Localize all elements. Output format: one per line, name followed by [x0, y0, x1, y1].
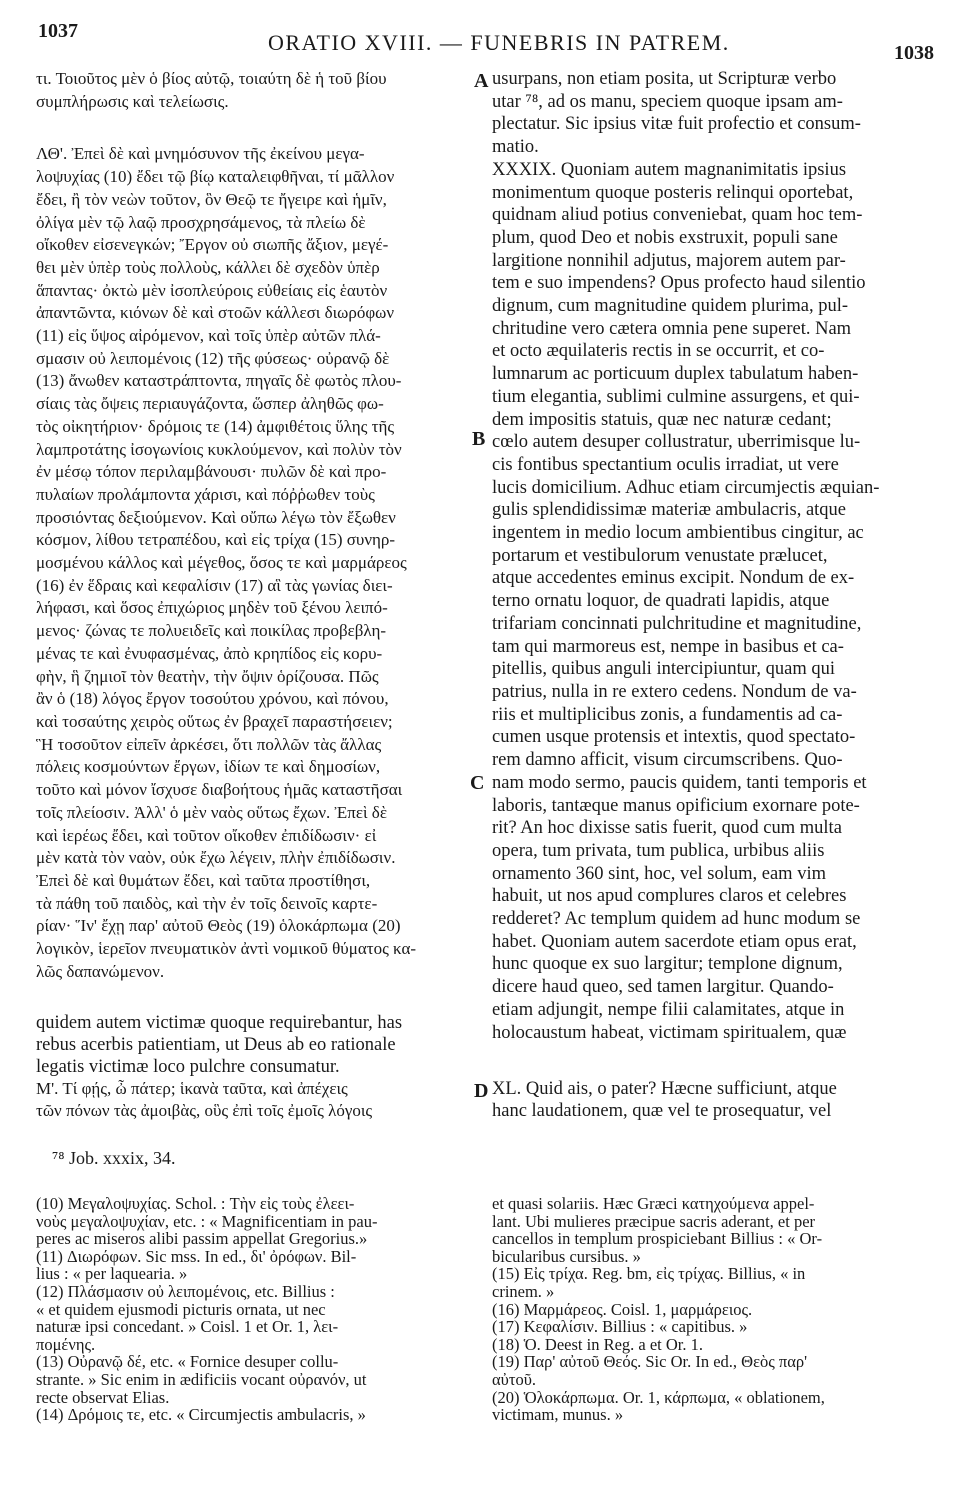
latin-intro-text: usurpans, non etiam posita, ut Scripturæ verbo utar ⁷⁸, ad os manu, speciem quoque ipsam am- plectatur. Sic ipsius vitæ fuit profectio et consum- matio. [492, 69, 861, 158]
latin-column [492, 68, 928, 1044]
notes-right-column: et quasi solariis. Hæc Græci κατηχούμενα appel- lant. Ubi mulieres præcipue sacris aderant, et per cancellos in templum prospiciebant Billius : « Or- bicularibus cursibus. » (15) Εἰς τρίχα. Reg. bm, εἰς τρίχας. Billius, « in crinem. » (16) Μαρμάρεος. Coisl. 1, μαρμάρειος. (17) Κεφαλίσιν. Billius : « capitibus. » (18) Ὁ. Deest in Reg. a et Or. 1. (19) Παρ' αὐτοῦ Θεός. Sic Or. In ed., Θεὸς παρ' αὐτοῦ. (20) Ὁλοκάρπωμα. Or. 1, κάρπωμα, « oblationem, victimam, munus. » [492, 1194, 825, 1425]
greek-intro-text: τι. Τοιοῦτος μὲν ὁ βίος αὐτῷ, τοιαύτη δὲ ἡ τοῦ βίου συμπλήρωσις καὶ τελείωσις. [36, 69, 387, 111]
margin-letter-c: C [470, 772, 485, 794]
page-number-right: 1038 [894, 42, 934, 64]
scripture-footnote: ⁷⁸ Job. xxxix, 34. [52, 1148, 176, 1168]
notes-left-column: (10) Μεγαλοψυχίας. Schol. : Τὴν εἰς τοὺς ἐλεει- νοὺς μεγαλοψυχίαν, etc. : « Magnificentiam in pau- peres ac miseros alibi passim appellat Gregorius.» (11) Διωρόφων. Sic mss. In ed., δι' ὀρόφων. Bil- lius : « per laquearia. » (12) Πλάσμασιν οὐ λειπομένοις, etc. Billius : « et quidem ejusmodi picturis ornata, ut nec naturæ ipsi concedant. » Coisl. 1 et Or. 1, λει- πομένης. (13) Οὐρανῷ δέ, etc. « Fornice desuper collu- strante. » Sic enim in ædificiis vocant οὐρανόν, ut recte observat Elias. (14) Δρόμοις τε, etc. « Circumjectis ambulacris, » [36, 1194, 378, 1425]
latin-run-text: quidem autem victimæ quoque requirebantur, has rebus acerbis patientiam, ut Deus ab eo rationale legatis victimæ loco pulchre consumatur. [36, 1013, 403, 1077]
paragraph-gap [36, 113, 472, 143]
margin-letter-d: D [474, 1080, 489, 1102]
margin-letter-b: B [472, 428, 486, 450]
running-title: ORATIO XVIII. — FUNEBRIS IN PATREM. [268, 30, 730, 55]
page-number-left: 1037 [38, 20, 78, 42]
margin-letter-a: A [474, 70, 489, 92]
greek-column [36, 68, 472, 983]
latin-chapter-39-text: XXXIX. Quoniam autem magnanimitatis ipsius monimentum quoque posteris relinqui oportebat, quidnam aliud potius conveniebat, quam hoc tem- plum, quod Deo et nobis exstruxit, populi sane largitione nonnihil adjutus, majorem autem par- tem e suo impendens? Opus profecto haud silentio dignum, cum magnitudine quidem plurima, pul- chritudine vero cætera omnia pene superet. Nam et octo æquilateris rectis in se occurrit, et co- lumnarum ac porticuum duplex tabulatum haben- tium elegantia, sublimi culmine assurgens, et qui- dem impositis statuis, quæ nec naturæ cedant; cœlo autem desuper collustratur, uberrimisque lu- cis fontibus spectantium oculis irradiat, ut vere lucis domicilium. Adhuc etiam circumjectis æquian- gulis splendidissimæ materiæ ambulacris, atque ingentem in medio locum ambientibus cingitur, ac portarum et vestibulorum venustate prælucet, atque accedentes eminus excipit. Nondum de ex- terno ornatu loquor, de quadrati lapidis, atque trifariam concinnati pulchritudine et magnitudine, tam qui marmoreus est, nempe in basibus et ca- pitellis, quibus anguli intercipiuntur, quam qui patrius, nulla in re extero cedens. Nondum de va- riis et multiplicibus zonis, a fundamentis ad ca- cumen usque protensis et intextis, quod spectato- rem damno afficit, visum circumscribens. Quo- nam modo sermo, paucis quidem, tanti temporis et laboris, tantæque manus opificium exornare pote- rit? An hoc dixisse satis fuerit, quod cum multa opera, tum privata, tum publica, urbibus aliis ornamento 360 sint, hoc, vel solum, eam vim habuit, ut nos apud complures claros et celebres redderet? Ac templum quidem ad hunc modum se habet. Quoniam autem sacerdote etiam opus erat, hunc quoque ex suo largitur; templone dignum, dicere haud queo, sed tamen largitur. Quando- etiam adjungit, nempe filii calamitates, atque in holocaustum habeat, victimam spiritualem, quæ [492, 159, 880, 1043]
greek-chapter-39-text: ΛΘ'. Ἐπεὶ δὲ καὶ μνημόσυνον τῆς ἐκείνου μεγα- λοψυχίας (10) ἔδει τῷ βίῳ καταλειφθῆναι, τί μᾶλλον ἔδει, ἢ τὸν νεὼν τοῦτον, ὃν Θεῷ τε ἤγειρε καὶ ἡμῖν, ὀλίγα μὲν τῷ λαῷ προσχρησάμενος, τὰ πλείω δὲ οἴκοθεν εἰσενεγκών; Ἔργον οὐ σιωπῆς ἄξιον, μεγέ- θει μὲν ὑπὲρ τοὺς πολλοὺς, κάλλει δὲ σχεδὸν ὑπὲρ ἅπαντας· ὀκτὼ μὲν ἰσοπλεύροις εὐθείαις εἰς ἑαυτὸν ἀπαντῶντα, κιόνων δὲ καὶ στοῶν κάλλεσι διωρόφων (11) εἰς ὕψος αἰρόμενον, καὶ τοῖς ὑπὲρ αὐτῶν πλά- σμασιν οὐ λειπομένοις (12) τῆς φύσεως· οὐρανῷ δὲ (13) ἄνωθεν καταστράπτοντα, πηγαῖς δὲ φωτὸς πλου- σίαις τὰς ὄψεις περιαυγάζοντα, ὥσπερ ἀληθῶς φω- τὸς οἰκητήριον· δρόμοις τε (14) ἀμφιθέτοις ὕλης τῆς λαμπροτάτης ἰσογωνίοις κυκλούμενον, καὶ πολὺν τὸν ἐν μέσῳ τόπον περιλαμβάνουσι· πυλῶν δὲ καὶ προ- πυλαίων προλάμποντα χάρισι, καὶ πόῤῥωθεν τοὺς προσιόντας δεξιούμενον. Καὶ οὔπω λέγω τὸν ἔξωθεν κόσμον, λίθου τετραπέδου, καὶ εἰς τρίχα (15) συνηρ- μοσμένου κάλλος καὶ μέγεθος, ὅσος τε καὶ μαρμάρεος (16) ἐν ἕδραις καὶ κεφαλίσιν (17) αἳ τὰς γωνίας διει- λήφασι, καὶ ὅσος ἐπιχώριος μηδὲν τοῦ ξένου λειπό- μενος· ζώνας τε πολυειδεῖς καὶ ποικίλας προβεβλη- μένας τε καὶ ἐνυφασμένας, ἀπὸ κρηπίδος εἰς κορυ- φὴν, ἣ ζημιοῖ τὸν θεατὴν, τὴν ὄψιν ὁρίζουσα. Πῶς ἂν ὁ (18) λόγος ἔργον τοσούτου χρόνου, καὶ πόνου, καὶ τοσαύτης χειρὸς οὕτως ἐν βραχεῖ παραστήσειεν; Ἣ τοσοῦτον εἰπεῖν ἀρκέσει, ὅτι πολλῶν τὰς ἄλλας πόλεις κοσμούντων ἔργων, ἰδίων τε καὶ δημοσίων, τοῦτο καὶ μόνον ἴσχυσε διαβοήτους ἡμᾶς καταστῆσαι τοῖς πλείοσιν. Ἀλλ' ὁ μὲν ναὸς οὕτως ἔχων. Ἐπεὶ δὲ καὶ ἱερέως ἔδει, καὶ τοῦτον οἴκοθεν ἐπιδίδωσιν· εἰ μὲν κατὰ τὸν ναὸν, οὐκ ἔχω λέγειν, πλὴν ἐπιδίδωσιν. Ἐπεὶ δὲ καὶ θυμάτων ἔδει, καὶ ταῦτα προστίθησι, τὰ πάθη τοῦ παιδὸς, καὶ τὴν ἐν τοῖς δεινοῖς καρτε- ρίαν· Ἵν' ἔχῃ παρ' αὐτοῦ Θεὸς (19) ὁλοκάρπωμα (20) λογικὸν, ἱερεῖον πνευματικὸν ἀντὶ νομικοῦ θύματος κα- λῶς δαπανώμενον. [36, 144, 417, 981]
greek-chapter-40-text: Μ'. Τί φῄς, ὦ πάτερ; ἱκανὰ ταῦτα, καὶ ἀπέχεις τῶν πόνων τὰς ἀμοιβὰς, οὓς ἐπὶ τοῖς ἐμοῖς λόγοις [36, 1079, 373, 1120]
latin-chapter-40-text: XL. Quid ais, o pater? Hæcne sufficiunt, atque hanc laudationem, quæ vel te prosequatur, vel [492, 1079, 837, 1121]
page-header [38, 20, 934, 64]
